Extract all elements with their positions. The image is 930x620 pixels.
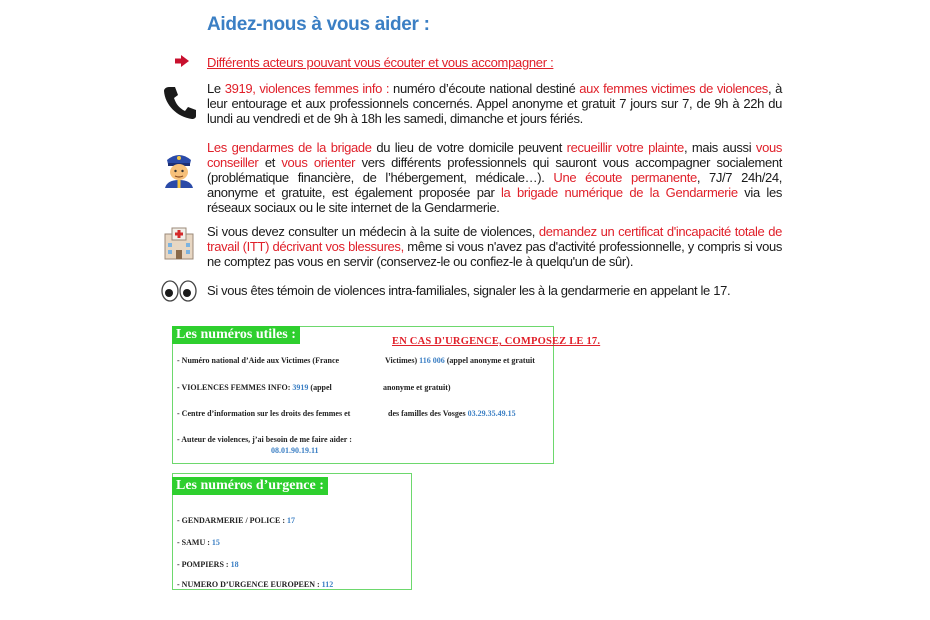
subtitle: Différents acteurs pouvant vous écouter et vous accompagner : xyxy=(207,55,554,70)
police-officer-icon xyxy=(163,150,195,188)
contact-row-auteur-number: 08.01.90.19.11 xyxy=(271,446,319,455)
hospital-icon xyxy=(162,226,196,260)
right-arrow-icon xyxy=(175,55,189,67)
phone-icon xyxy=(162,84,198,120)
contact-row-3919: - VIOLENCES FEMMES INFO: 3919 (appel xyxy=(177,383,332,392)
contact-row-cidff: - Centre d’information sur les droits des femmes et xyxy=(177,409,351,418)
emergency-row-pompiers: - POMPIERS : 18 xyxy=(177,560,239,569)
page-title: Aidez-nous à vous aider : xyxy=(207,14,430,35)
paragraph-itt: Si vous devez consulter un médecin à la suite de violences, demandez un certificat d'incapacité totale de travail (ITT) décrivant vos blessures, même si vous n'avez pas d'activité professionnelle, y compris si vous ne comptez pas vous en servir (conservez-le ou confiez-le à quelqu'un de sûr). xyxy=(207,224,782,269)
contact-row-france-victimes: - Numéro national d’Aide aux Victimes (France xyxy=(177,356,340,365)
paragraph-temoin: Si vous êtes témoin de violences intra-familiales, signaler les à la gendarmerie en appelant le 17. xyxy=(207,283,731,298)
contact-row-auteur: - Auteur de violences, j’ai besoin de me faire aider : xyxy=(177,435,352,444)
useful-numbers-heading: Les numéros utiles : xyxy=(172,326,300,344)
contact-row-cidff-number: des familles des Vosges 03.29.35.49.15 xyxy=(388,409,516,418)
eyes-icon xyxy=(160,280,198,302)
emergency-row-gendarmerie: - GENDARMERIE / POLICE : 17 xyxy=(177,516,296,525)
contact-row-france-victimes-number: Victimes) 116 006 (appel anonyme et gratuit xyxy=(385,356,535,365)
emergency-numbers-heading: Les numéros d’urgence : xyxy=(172,477,328,495)
emergency-notice: EN CAS D'URGENCE, COMPOSEZ LE 17. xyxy=(392,336,601,347)
emergency-row-european: - NUMERO D’URGENCE EUROPEEN : 112 xyxy=(177,580,334,589)
contact-row-3919-note: anonyme et gratuit) xyxy=(383,383,451,392)
paragraph-gendarmes: Les gendarmes de la brigade du lieu de votre domicile peuvent recueillir votre plainte, mais aussi vous conseiller et vous orienter vers différents professionnels qui sauront vous accompagner socialement (problématique financière, de l’hébergement, médicale…). Une écoute permanente, 7J/7 24h/24, anonyme et gratuite, est également proposée par la brigade numérique de la Gendarmerie via les réseaux sociaux ou le site internet de la Gendarmerie. xyxy=(207,140,783,215)
emergency-numbers-box xyxy=(172,473,412,590)
emergency-row-samu: - SAMU : 15 xyxy=(177,538,220,547)
paragraph-3919: Le 3919, violences femmes info : numéro d’écoute national destiné aux femmes victimes de violences, à leur entourage et aux professionnels concernés. Appel anonyme et gratuit 7 jours sur 7, de 9h à 22h du lundi au vendredi et de 9h à 18h les samedi, dimanche et jours fériés. xyxy=(207,81,782,126)
